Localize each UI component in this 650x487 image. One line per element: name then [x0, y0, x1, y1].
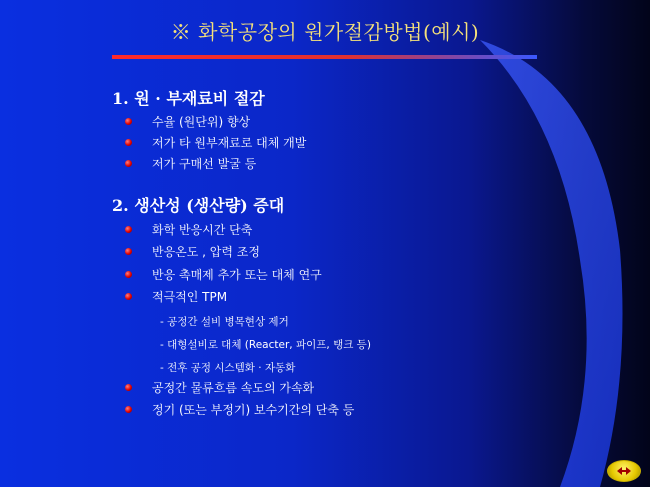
sub-item: - 공정간 설비 병목현상 제거 — [160, 316, 289, 328]
list-item: 정기 (또는 부정기) 보수기간의 단축 등 — [125, 402, 354, 418]
list-item: 공정간 물류흐름 속도의 가속화 — [125, 380, 314, 396]
slide-title: ※ 화학공장의 원가절감방법(예시) — [170, 20, 480, 44]
list-item: 반응 촉매제 추가 또는 대체 연구 — [125, 267, 322, 283]
section-heading-1: 1. 원 · 부재료비 절감 — [112, 89, 265, 108]
sub-item: - 전후 공정 시스템화 · 자동화 — [160, 362, 296, 374]
bullet-icon — [125, 160, 132, 167]
bullet-icon — [125, 293, 132, 300]
list-item: 반응온도 , 압력 조정 — [125, 244, 260, 260]
next-slide-button[interactable] — [607, 460, 641, 482]
bullet-icon — [125, 248, 132, 255]
bullet-icon — [125, 406, 132, 413]
list-item: 저가 구매선 발굴 등 — [125, 156, 256, 172]
list-item: 적극적인 TPM — [125, 289, 227, 305]
section-heading-2: 2. 생산성 (생산량) 증대 — [112, 196, 285, 215]
bullet-icon — [125, 226, 132, 233]
bullet-icon — [125, 271, 132, 278]
next-slide-icon — [614, 464, 634, 478]
list-item: 수율 (원단위) 향상 — [125, 114, 250, 130]
bullet-icon — [125, 118, 132, 125]
title-underline — [112, 55, 537, 59]
bullet-icon — [125, 139, 132, 146]
list-item: 저가 타 원부재료로 대체 개발 — [125, 135, 306, 151]
sub-item: - 대형설비로 대체 (Reacter, 파이프, 탱크 등) — [160, 339, 371, 351]
bullet-icon — [125, 384, 132, 391]
list-item: 화학 반응시간 단축 — [125, 222, 252, 238]
